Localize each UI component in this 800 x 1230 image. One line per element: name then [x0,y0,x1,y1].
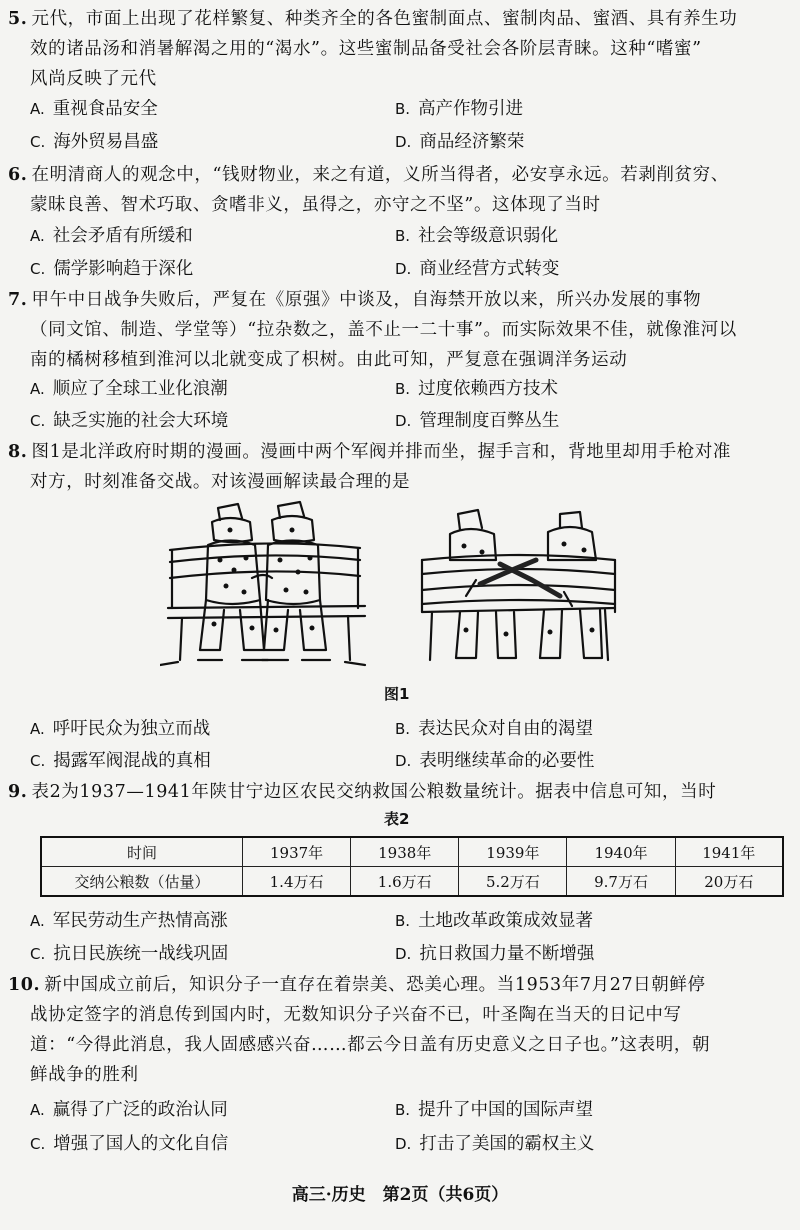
table-cell: 时间 [41,837,243,867]
soldier-left [198,504,268,660]
option-b[interactable]: B. 过度依赖西方技术 [395,379,559,399]
question-6 [8,160,788,220]
figure-caption: 图1 [384,685,410,703]
table-cell: 交纳公粮数（估量） [41,867,243,897]
option-c[interactable]: C. 增强了国人的文化自信 [30,1134,229,1154]
option-a[interactable]: A. 赢得了广泛的政治认同 [30,1100,228,1120]
warlords-cartoon-figure [160,500,630,675]
option-d[interactable]: D. 打击了美国的霸权主义 [395,1134,595,1154]
option-b[interactable]: B. 表达民众对自由的渴望 [395,719,594,739]
option-b[interactable]: B. 社会等级意识弱化 [395,226,559,246]
question-5-line-3: 风尚反映了元代 [30,69,157,89]
table-cell: 1939年 [459,837,567,867]
table-cell: 1.6万石 [351,867,459,897]
option-d[interactable]: D. 商业经营方式转变 [395,259,560,279]
table-cell: 1940年 [567,837,675,867]
question-10 [8,970,788,1090]
page-footer: 高三·历史 第2页（共6页） [291,1185,509,1205]
question-7-line-1: 7. 甲午中日战争失败后，严复在《原强》中谈及，自海禁开放以来，所兴办发展的事物 [8,290,702,310]
table-cell: 1.4万石 [243,867,351,897]
question-6-line-2: 蒙昧良善、智术巧取、贪嗜非义，虽得之，亦守之不坚”。这体现了当时 [30,195,601,215]
question-5-line-2: 效的诸品汤和消暑解渴之用的“渴水”。这些蜜制品备受社会各阶层青睐。这种“嗜蜜” [30,39,702,59]
question-number: 8. [8,442,28,462]
table-row [41,867,783,897]
question-10-line-4: 鲜战争的胜利 [30,1065,139,1085]
option-c[interactable]: C. 海外贸易昌盛 [30,132,159,152]
option-a[interactable]: A. 重视食品安全 [30,99,158,119]
question-number: 5. [8,9,28,29]
question-8-line-1: 8. 图1是北洋政府时期的漫画。漫画中两个军阀并排而坐，握手言和，背地里却用手枪对准 [8,442,732,462]
question-8-line-2: 对方，时刻准备交战。对该漫画解读最合理的是 [30,472,411,492]
question-6-line-1: 6. 在明清商人的观念中，“钱财物业，来之有道，义所当得者，必安享永远。若剥削贫穷、 [8,165,729,185]
question-number: 9. [8,782,28,802]
question-number: 10. [8,975,41,995]
question-10-line-3: 道：“今得此消息，我人固感感兴奋……都云今日盖有历史意义之日子也。”这表明，朝 [30,1035,711,1055]
table-header-row [41,837,783,867]
question-9-line-1: 9. 表2为1937—1941年陕甘宁边区农民交纳救国公粮数量统计。据表中信息可知，当时 [8,782,717,802]
question-10-line-2: 战协定签字的消息传到国内时，无数知识分子兴奋不已，叶圣陶在当天的日记中写 [30,1005,682,1025]
grain-table [40,836,784,897]
question-number: 7. [8,290,28,310]
option-b[interactable]: B. 提升了中国的国际声望 [395,1100,594,1120]
option-c[interactable]: C. 揭露军阀混战的真相 [30,751,211,771]
front-view-bench [160,543,365,665]
question-5 [8,4,788,94]
option-c[interactable]: C. 抗日民族统一战线巩固 [30,944,229,964]
question-7-line-2: （同文馆、制造、学堂等）“拉杂数之，盖不止一二十事”。而实际效果不佳，就像淮河以 [30,320,737,340]
question-10-line-1: 10. 新中国成立前后，知识分子一直存在着崇美、恐美心理。当1953年7月27日朝鲜停 [8,975,706,995]
option-a[interactable]: A. 呼吁民众为独立而战 [30,719,211,739]
table-caption: 表2 [384,810,410,828]
option-d[interactable]: D. 管理制度百弊丛生 [395,411,560,431]
table-cell: 1941年 [675,837,783,867]
table-cell: 20万石 [675,867,783,897]
question-5-line-1: 5. 元代，市面上出现了花样繁复、种类齐全的各色蜜制面点、蜜制肉品、蜜酒、具有养生功 [8,9,738,29]
question-number: 6. [8,165,28,185]
option-a[interactable]: A. 军民劳动生产热情高涨 [30,911,228,931]
option-d[interactable]: D. 表明继续革命的必要性 [395,751,595,771]
table-cell: 5.2万石 [459,867,567,897]
option-a[interactable]: A. 顺应了全球工业化浪潮 [30,379,228,399]
question-9 [8,777,788,807]
table-cell: 9.7万石 [567,867,675,897]
table-cell: 1937年 [243,837,351,867]
option-d[interactable]: D. 商品经济繁荣 [395,132,525,152]
option-c[interactable]: C. 儒学影响趋于深化 [30,259,194,279]
option-a[interactable]: A. 社会矛盾有所缓和 [30,226,193,246]
option-c[interactable]: C. 缺乏实施的社会大环境 [30,411,229,431]
question-8 [8,437,788,497]
question-7-line-3: 南的橘树移植到淮河以北就变成了枳树。由此可知，严复意在强调洋务运动 [30,350,628,370]
option-d[interactable]: D. 抗日救国力量不断增强 [395,944,595,964]
option-b[interactable]: B. 土地改革政策成效显著 [395,911,594,931]
option-b[interactable]: B. 高产作物引进 [395,99,524,119]
question-7 [8,285,788,375]
table-cell: 1938年 [351,837,459,867]
